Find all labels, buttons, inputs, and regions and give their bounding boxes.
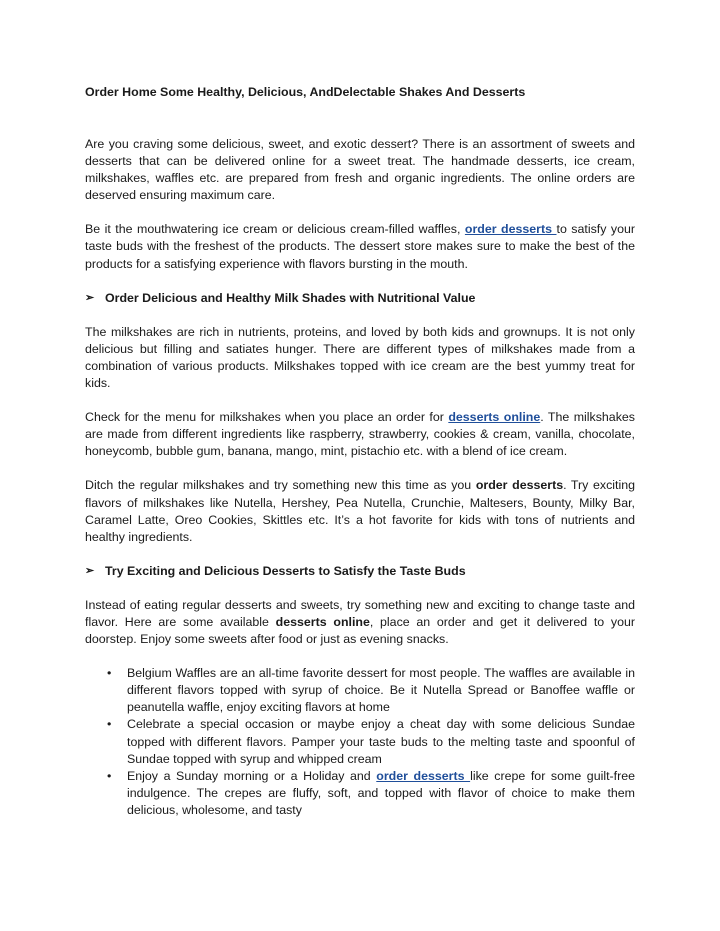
paragraph-instead <box>85 597 635 648</box>
list-item <box>107 665 635 716</box>
paragraph-text: Check for the menu for milkshakes when you place an order for <box>85 410 449 425</box>
intro-paragraph: Are you craving some delicious, sweet, and exotic dessert? There is an assortment of sweets and desserts that can be delivered online for a sweet treat. The handmade desserts, ice cream, milkshakes, waffles etc. are prepared from fresh and organic ingredients. The online orders are deserved ensuring maximum care. <box>85 137 635 203</box>
paragraph-order-desserts <box>85 221 635 272</box>
arrow-bullet-icon: ➢ <box>85 291 95 304</box>
arrow-bullet-icon: ➢ <box>85 564 95 577</box>
order-desserts-link[interactable]: order desserts <box>464 222 557 237</box>
section-heading-text: Try Exciting and Delicious Desserts to Satisfy the Taste Buds <box>105 563 466 578</box>
paragraph-text: Instead of eating regular desserts and sweets, try something new and exciting to change taste and flavor. Here are some available <box>85 597 635 629</box>
paragraph-text: Be it the mouthwatering ice cream or delicious cream-filled waffles, <box>85 222 465 237</box>
milkshakes-paragraph: The milkshakes are rich in nutrients, proteins, and loved by both kids and grownups. It is not only delicious but filling and satiates hunger. There are different types of milkshakes made from a combination of various products. Milkshakes topped with ice cream are the best yummy treat for kids. <box>85 324 635 391</box>
order-desserts-link[interactable]: order desserts <box>376 768 471 783</box>
paragraph-ditch-milkshakes <box>85 477 635 545</box>
document-title: Order Home Some Healthy, Delicious, AndDelectable Shakes And Desserts <box>85 85 526 99</box>
bullet-icon: • <box>107 768 112 783</box>
list-item-text: Celebrate a special occasion or maybe enjoy a cheat day with some delicious Sundae topped with different flavors. Pamper your taste buds to the melting taste and spoonful of Sundae topped with syrup and whipped cream <box>127 717 635 766</box>
list-item-text: Belgium Waffles are an all-time favorite dessert for most people. The waffles are available in different flavors topped with syrup of choice. Be it Nutella Spread or Banoffee waffle or peanutella waffle, enjoy exciting flavors at home <box>127 666 635 715</box>
document-body <box>85 136 635 819</box>
desserts-online-link[interactable]: desserts online <box>448 410 541 425</box>
bold-phrase: desserts online <box>275 614 370 629</box>
list-item <box>107 768 635 819</box>
list-item-text: Enjoy a Sunday morning or a Holiday and <box>127 768 377 783</box>
section-heading-desserts <box>85 563 635 580</box>
paragraph-text: to satisfy your taste buds with the freshest of the products. The dessert store makes sure to make the best of the products for a satisfying experience with flavors bursting in the mouth. <box>85 222 635 271</box>
paragraph-text: . The milkshakes are made from different ingredients like raspberry, strawberry, cookies & cream, vanilla, chocolate, honeycomb, bubble gum, banana, mango, mint, pistachio etc. with a blend of ice cream. <box>85 410 635 459</box>
dessert-bullet-list <box>85 665 635 819</box>
paragraph-text: . Try exciting flavors of milkshakes like Nutella, Hershey, Pea Nutella, Crunchie, Maltesers, Bounty, Milky Bar, Caramel Latte, Oreo Cookies, Skittles etc. It’s a hot favorite for kids with tons of nutrients and healthy ingredients. <box>85 478 635 544</box>
bold-phrase: order desserts <box>475 478 564 493</box>
list-item <box>107 716 635 767</box>
bullet-icon: • <box>107 666 112 681</box>
section-heading-milkshakes <box>85 290 635 307</box>
paragraph-desserts-online <box>85 409 635 460</box>
list-item-text: like crepe for some guilt-free indulgence. The crepes are fluffy, soft, and topped with flavor of choice to make them delicious, wholesome, and tasty <box>127 768 636 817</box>
section-heading-text: Order Delicious and Healthy Milk Shades with Nutritional Value <box>105 290 476 305</box>
paragraph-text: , place an order and get it delivered to your doorstep. Enjoy some sweets after food or just as evening snacks. <box>85 614 635 647</box>
paragraph-text: Ditch the regular milkshakes and try something new this time as you <box>85 478 476 493</box>
bullet-icon: • <box>107 717 112 732</box>
